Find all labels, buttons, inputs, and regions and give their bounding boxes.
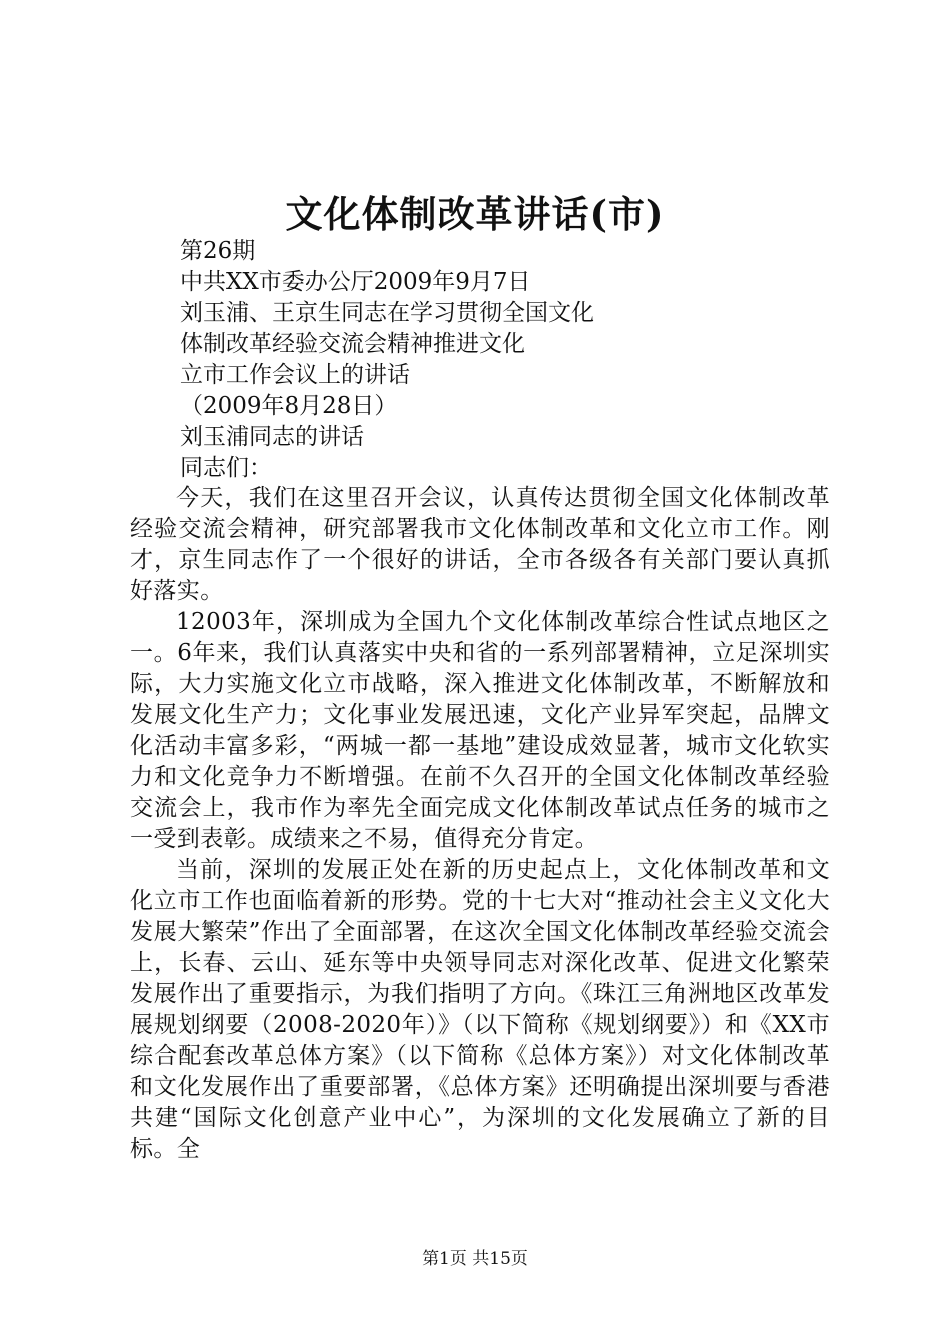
speech-title-line-3: 立市工作会议上的讲话 xyxy=(180,362,410,388)
speech-title-line-2: 体制改革经验交流会精神推进文化 xyxy=(180,331,525,357)
body-paragraph: 当前，深圳的发展正处在新的历史起点上，文化体制改革和文化立市工作也面临着新的形势。党的十七大对“推动社会主义文化大发展大繁荣”作出了全面部署，在这次全国文化体制改革经验交流会上，长春、云山、延东等中央领导同志对深化改革、促进文化繁荣发展作出了重要指示，为我们指明了方向。《珠江三角洲地区改革发展规划纲要（2008-2020年）》（以下简称《规划纲要》）和《XX市综合配套改革总体方案》（以下简称《总体方案》）对文化体制改革和文化发展作出了重要部署，《总体方案》还明确提出深圳要与香港共建“国际文化创意产业中心”，为深圳的文化发展确立了新的目标。全 xyxy=(130,857,830,1162)
salutation: 同志们： xyxy=(180,455,272,481)
page-footer: 第1页 共15页 xyxy=(422,1249,528,1269)
body-paragraph: 12003年，深圳成为全国九个文化体制改革综合性试点地区之一。6年来，我们认真落实中央和省的一系列部署精神，立足深圳实际，大力实施文化立市战略，深入推进文化体制改革，不断解放和发展文化生产力；文化事业发展迅速，文化产业异军突起，品牌文化活动丰富多彩，“两城一都一基地”建设成效显著，城市文化软实力和文化竞争力不断增强。在前不久召开的全国文化体制改革经验交流会上，我市作为率先全面完成文化体制改革试点任务的城市之一受到表彰。成绩来之不易，值得充分肯定。 xyxy=(130,609,830,852)
issue-number: 第26期 xyxy=(180,238,256,264)
speech-date: （2009年8月28日） xyxy=(180,393,398,419)
document-header xyxy=(180,236,860,484)
document-title: 文化体制改革讲话(市) xyxy=(285,192,665,236)
document-body xyxy=(130,483,830,1165)
body-paragraph: 今天，我们在这里召开会议，认真传达贯彻全国文化体制改革经验交流会精神，研究部署我市文化体制改革和文化立市工作。刚才，京生同志作了一个很好的讲话，全市各级各有关部门要认真抓好落实。 xyxy=(130,485,830,604)
issuer-date: 中共XX市委办公厅2009年9月7日 xyxy=(180,269,531,295)
speaker-heading: 刘玉浦同志的讲话 xyxy=(180,424,364,450)
speech-title-line-1: 刘玉浦、王京生同志在学习贯彻全国文化 xyxy=(180,300,594,326)
